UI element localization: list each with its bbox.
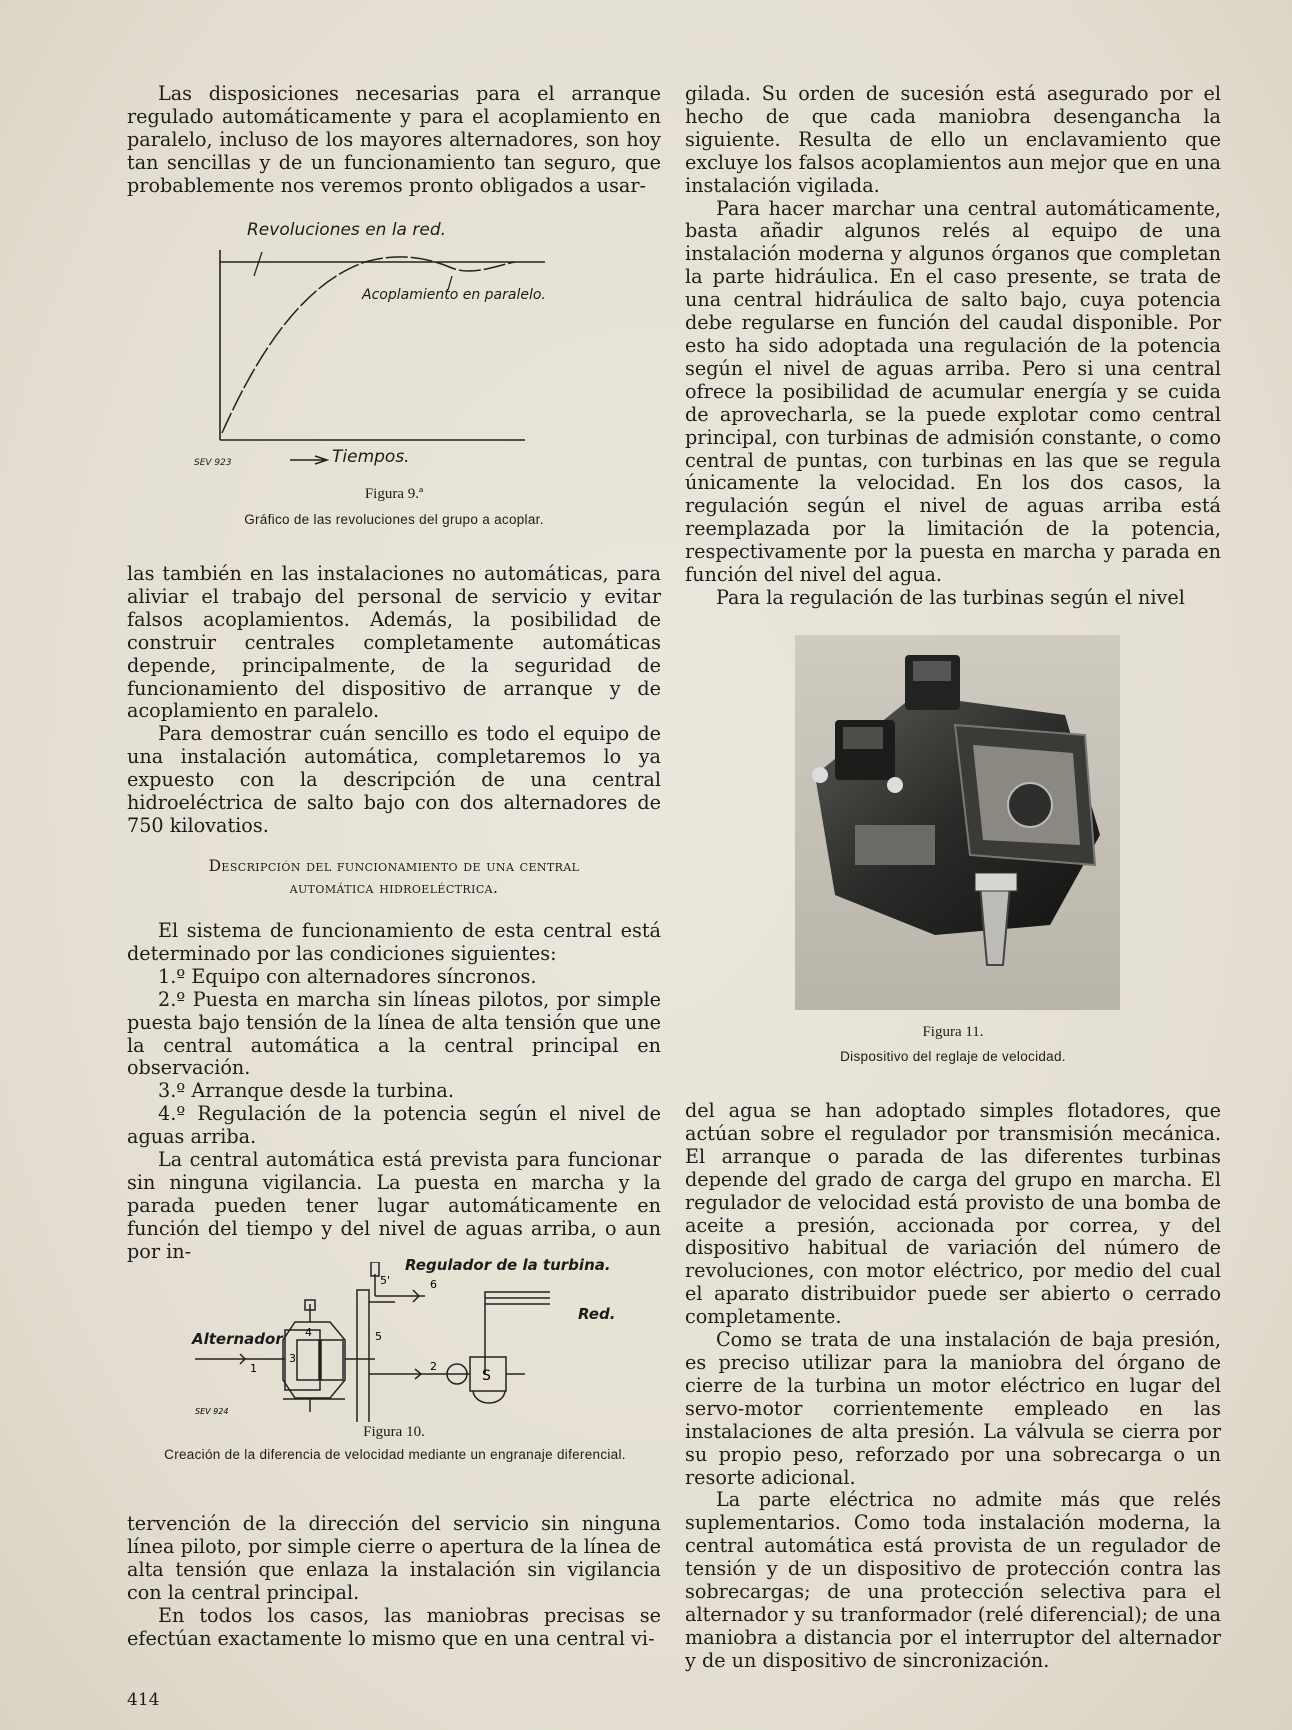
figure-11-photo bbox=[795, 635, 1120, 1010]
device-nameplate bbox=[855, 825, 935, 865]
fig10-num-6: 6 bbox=[430, 1278, 437, 1291]
device-gear bbox=[1008, 783, 1052, 827]
fig10-vertical-gear bbox=[357, 1290, 369, 1422]
figure-9-graph bbox=[190, 218, 580, 478]
fig10-label-regulator: Regulador de la turbina. bbox=[405, 1256, 611, 1274]
fig10-label-red: Red. bbox=[578, 1305, 616, 1323]
fig10-label-alternator: Alternador bbox=[192, 1330, 283, 1348]
fig9-caption: Gráfico de las revoluciones del grupo a acoplar. bbox=[244, 512, 544, 527]
device-top-box-2-label bbox=[843, 727, 883, 749]
fig9-time-arrow bbox=[290, 456, 327, 464]
device-top-box-1-label bbox=[913, 661, 951, 681]
speed-regulator-device-illustration bbox=[795, 635, 1120, 1010]
fig9-label-revolutions: Revoluciones en la red. bbox=[247, 220, 447, 240]
page-number: 414 bbox=[127, 1690, 160, 1710]
fig10-num-5: 5 bbox=[375, 1330, 382, 1343]
fig10-num-1: 1 bbox=[250, 1362, 257, 1375]
fig10-caption: Creación de la diferencia de velocidad mediante un engranaje diferencial. bbox=[164, 1447, 626, 1462]
section-heading: Descripción del funcionamiento de una central automática hidroeléctrica. bbox=[208, 857, 580, 897]
fig9-code: SEV 923 bbox=[194, 458, 232, 468]
left-text-block-4: tervención de la dirección del servicio sin ninguna línea piloto, por simple cierre o apertura de la línea de alta tensión que enlaza la instalación sin vigilancia con la central principal. En todos los casos, las maniobras precisas se efectúan exactamente lo mismo que en una central vi- bbox=[127, 1512, 661, 1650]
fig9-label-time: Tiempos. bbox=[332, 447, 410, 467]
fig10-number: Figura 10. bbox=[363, 1424, 425, 1440]
fig9-label-coupling: Acoplamiento en paralelo. bbox=[362, 287, 546, 303]
fig10-code: SEV 924 bbox=[195, 1407, 229, 1416]
fig9-number: Figura 9.ª bbox=[364, 486, 424, 502]
fig9-arrow-top bbox=[254, 252, 262, 276]
device-knob-2 bbox=[887, 777, 903, 793]
fig10-regulator-top bbox=[371, 1262, 379, 1276]
fig10-num-5b: 5' bbox=[380, 1274, 391, 1287]
device-screw-nut bbox=[975, 873, 1017, 891]
fig10-box-s: S bbox=[482, 1368, 491, 1384]
fig10-gear-inner-right bbox=[321, 1340, 343, 1380]
right-text-block-1: gilada. Su orden de sucesión está asegurado por el hecho de que cada maniobra desengancha la siguiente. Resulta de ello un enclavamiento que excluye los falsos acoplamientos aun mejor que en una instalación vigilada. Para hacer marchar una central automáticamente, basta añadir algunos relés al equipo de una instalación moderna y algunos órganos que completan la parte hidráulica. En el caso presente, se trata de una central hidráulica de salto bajo, cuya potencia debe regularse en función del caudal disponible. Por esto ha sido adoptada una regulación de la potencia según el nivel de aguas arriba. Pero si una central ofrece la posibilidad de acumular energía y se cuida de aprovecharla, se la puede explotar como central principal, con turbinas de admisión constante, o como central de puntas, con turbinas en las que se regula únicamente la velocidad. En los dos casos, la regulación según el nivel de aguas arriba está reemplazada por la limitación de la potencia, respectivamente por la puesta en marcha y parada en función del nivel del agua. Para la regulación de las turbinas según el nivel bbox=[685, 82, 1221, 609]
fig10-num-4: 4 bbox=[305, 1326, 312, 1339]
fig10-num-2: 2 bbox=[430, 1360, 437, 1373]
device-knob-1 bbox=[812, 767, 828, 783]
left-text-block-3: El sistema de funcionamiento de esta central está determinado por las condiciones siguientes: 1.º Equipo con alternadores síncronos. 2.º Puesta en marcha sin líneas pilotos, por simple puesta bajo tensión de la línea de alta tensión que une la central automática a la central principal en observación. 3.º Arranque desde la turbina. 4.º Regulación de la potencia según el nivel de aguas arriba. La central automática está prevista para funcionar sin ninguna vigilancia. La puesta en marcha y la parada pueden tener lugar automáticamente en función del tiempo y del nivel de aguas arriba, o aun por in- bbox=[127, 919, 661, 1263]
left-text-block-1: Las disposiciones necesarias para el arranque regulado automáticamente y para el acoplamiento en paralelo, incluso de los mayores alternadores, son hoy tan sencillas y de un funcionamiento tan seguro, que probablemente nos veremos pronto obligados a usar- bbox=[127, 82, 661, 197]
fig10-gear-inner-left bbox=[297, 1340, 319, 1380]
right-text-block-2: del agua se han adoptado simples flotadores, que actúan sobre el regulador por transmisión mecánica. El arranque o parada de las diferentes turbinas depende del grado de carga del grupo en marcha. El regulador de velocidad está provisto de una bomba de aceite a presión, accionada por correa, y del dispositivo habitual de variación del número de revoluciones, con motor eléctrico, por medio del cual el aparato distribuidor puede ser abierto o cerrado completamente. Como se trata de una instalación de baja presión, es preciso utilizar para la maniobra del órgano de cierre de la turbina un motor eléctrico en lugar del servo-motor corrientemente empleado en las instalaciones de alta presión. La válvula se cierra por su propio peso, reforzado por una sobrecarga o un resorte adicional. La parte eléctrica no admite más que relés suplementarios. Como toda instalación moderna, la central automática está provista de un regulador de tensión y de un dispositivo de protección contra las sobrecargas; de una protección selectiva para el alternador y su tranformador (relé diferencial); de una maniobra a distancia por el interruptor del alternador y de un dispositivo de sincronización. bbox=[685, 1099, 1221, 1672]
fig11-number: Figura 11. bbox=[922, 1024, 984, 1040]
fig10-sync-base bbox=[473, 1391, 505, 1403]
fig9-speed-curve bbox=[222, 257, 515, 433]
left-text-block-2: las también en las instalaciones no automáticas, para aliviar el trabajo del personal de servicio y evitar falsos acoplamientos. Además, la posibilidad de construir centrales completamente automáticas depende, principalmente, de la seguridad de funcionamiento del dispositivo de arranque y de acoplamiento en paralelo. Para demostrar cuán sencillo es todo el equipo de una instalación automática, completaremos lo ya expuesto con la descripción de una central hidroeléctrica de salto bajo con dos alternadores de 750 kilovatios. bbox=[127, 562, 661, 837]
fig10-num-3: 3 bbox=[289, 1352, 296, 1365]
fig11-caption: Dispositivo del reglaje de velocidad. bbox=[840, 1049, 1066, 1064]
